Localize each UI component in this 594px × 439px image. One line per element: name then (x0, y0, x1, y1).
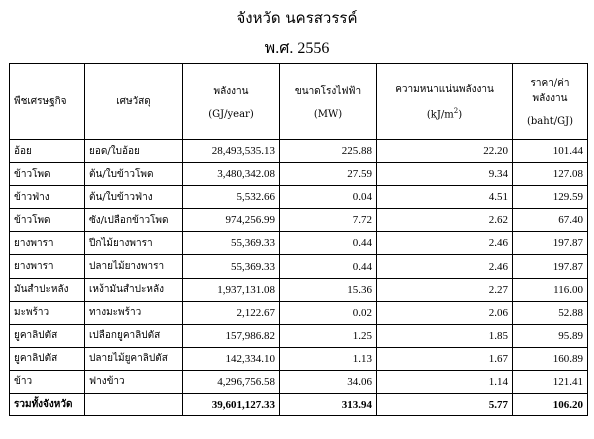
cell-residue: ปลายไม้ยางพารา (85, 255, 183, 278)
cell-energy: 39,601,127.33 (183, 394, 280, 416)
cell-energy: 974,256.99 (183, 209, 280, 232)
table-row (10, 324, 588, 347)
cell-plant-size: 313.94 (280, 394, 377, 416)
header-residue: เศษวัสดุ (85, 64, 183, 140)
cell-crop: มะพร้าว (10, 301, 85, 324)
cell-price: 95.89 (513, 324, 588, 347)
cell-energy: 157,986.82 (183, 324, 280, 347)
header-price: ราคา/ค่าพลังงาน (baht/GJ) (513, 64, 588, 140)
cell-energy-density: 2.46 (377, 255, 513, 278)
cell-plant-size: 1.25 (280, 324, 377, 347)
cell-energy-density: 1.85 (377, 324, 513, 347)
cell-price: 67.40 (513, 209, 588, 232)
cell-residue: เปลือกยูคาลิปตัส (85, 324, 183, 347)
cell-residue: ฟางข้าว (85, 370, 183, 393)
cell-crop: ยางพารา (10, 255, 85, 278)
cell-price: 197.87 (513, 232, 588, 255)
cell-energy-density: 2.46 (377, 232, 513, 255)
table-body (10, 140, 588, 416)
cell-residue: ต้น/ใบข้าวฟ่าง (85, 186, 183, 209)
table-header-row (10, 64, 588, 140)
cell-energy: 3,480,342.08 (183, 163, 280, 186)
cell-price: 101.44 (513, 140, 588, 163)
table-total-row (10, 394, 588, 416)
cell-energy: 1,937,131.08 (183, 278, 280, 301)
cell-residue: ซัง/เปลือกข้าวโพด (85, 209, 183, 232)
cell-residue: ทางมะพร้าว (85, 301, 183, 324)
cell-crop: ข้าวโพด (10, 209, 85, 232)
cell-energy: 55,369.33 (183, 255, 280, 278)
cell-energy-density: 2.62 (377, 209, 513, 232)
cell-energy-density: 1.67 (377, 347, 513, 370)
cell-energy-density: 5.77 (377, 394, 513, 416)
cell-price: 197.87 (513, 255, 588, 278)
table-row (10, 278, 588, 301)
page-subtitle: พ.ศ. 2556 (264, 40, 330, 57)
cell-price: 52.88 (513, 301, 588, 324)
cell-energy-density: 2.06 (377, 301, 513, 324)
cell-price: 127.08 (513, 163, 588, 186)
cell-energy: 142,334.10 (183, 347, 280, 370)
cell-crop: ข้าว (10, 370, 85, 393)
cell-plant-size: 34.06 (280, 370, 377, 393)
cell-crop: ข้าวฟ่าง (10, 186, 85, 209)
cell-plant-size: 0.44 (280, 255, 377, 278)
table-row (10, 209, 588, 232)
cell-plant-size: 1.13 (280, 347, 377, 370)
cell-plant-size: 0.04 (280, 186, 377, 209)
cell-crop: อ้อย (10, 140, 85, 163)
cell-energy-density: 1.14 (377, 370, 513, 393)
cell-price: 121.41 (513, 370, 588, 393)
cell-residue: ต้น/ใบข้าวโพด (85, 163, 183, 186)
cell-plant-size: 225.88 (280, 140, 377, 163)
cell-energy: 2,122.67 (183, 301, 280, 324)
table-row (10, 301, 588, 324)
table-row (10, 140, 588, 163)
cell-crop: ยูคาลิปตัส (10, 347, 85, 370)
cell-energy-density: 9.34 (377, 163, 513, 186)
cell-residue: ยอด/ใบอ้อย (85, 140, 183, 163)
cell-price: 129.59 (513, 186, 588, 209)
cell-plant-size: 27.59 (280, 163, 377, 186)
header-energy-density: ความหนาแน่นพลังงาน $(kJ/m^2)$ (377, 64, 513, 140)
cell-energy-density: 4.51 (377, 186, 513, 209)
cell-plant-size: 0.02 (280, 301, 377, 324)
cell-residue: ปลายไม้ยูคาลิปตัส (85, 347, 183, 370)
table-row (10, 347, 588, 370)
cell-price: 116.00 (513, 278, 588, 301)
table-row (10, 163, 588, 186)
biomass-energy-table (9, 63, 588, 416)
header-energy: พลังงาน (GJ/year) (183, 64, 280, 140)
cell-price: 160.89 (513, 347, 588, 370)
cell-crop: ข้าวโพด (10, 163, 85, 186)
cell-crop: มันสำปะหลัง (10, 278, 85, 301)
cell-plant-size: 15.36 (280, 278, 377, 301)
cell-energy-density: 2.27 (377, 278, 513, 301)
cell-energy-density: 22.20 (377, 140, 513, 163)
table-row (10, 370, 588, 393)
cell-residue: ปีกไม้ยางพารา (85, 232, 183, 255)
table-row (10, 255, 588, 278)
cell-energy: 55,369.33 (183, 232, 280, 255)
cell-crop: ยางพารา (10, 232, 85, 255)
table-row (10, 232, 588, 255)
cell-plant-size: 7.72 (280, 209, 377, 232)
cell-energy: 4,296,756.58 (183, 370, 280, 393)
cell-crop: รวมทั้งจังหวัด (10, 394, 85, 416)
cell-plant-size: 0.44 (280, 232, 377, 255)
cell-energy: 5,532.66 (183, 186, 280, 209)
page-title: จังหวัด นครสวรรค์ (236, 9, 358, 27)
cell-price: 106.20 (513, 394, 588, 416)
table-row (10, 186, 588, 209)
cell-residue: เหง้ามันสำปะหลัง (85, 278, 183, 301)
cell-energy: 28,493,535.13 (183, 140, 280, 163)
header-crop: พืชเศรษฐกิจ (10, 64, 85, 140)
header-plant-size: ขนาดโรงไฟฟ้า (MW) (280, 64, 377, 140)
cell-residue (85, 394, 183, 416)
cell-crop: ยูคาลิปตัส (10, 324, 85, 347)
